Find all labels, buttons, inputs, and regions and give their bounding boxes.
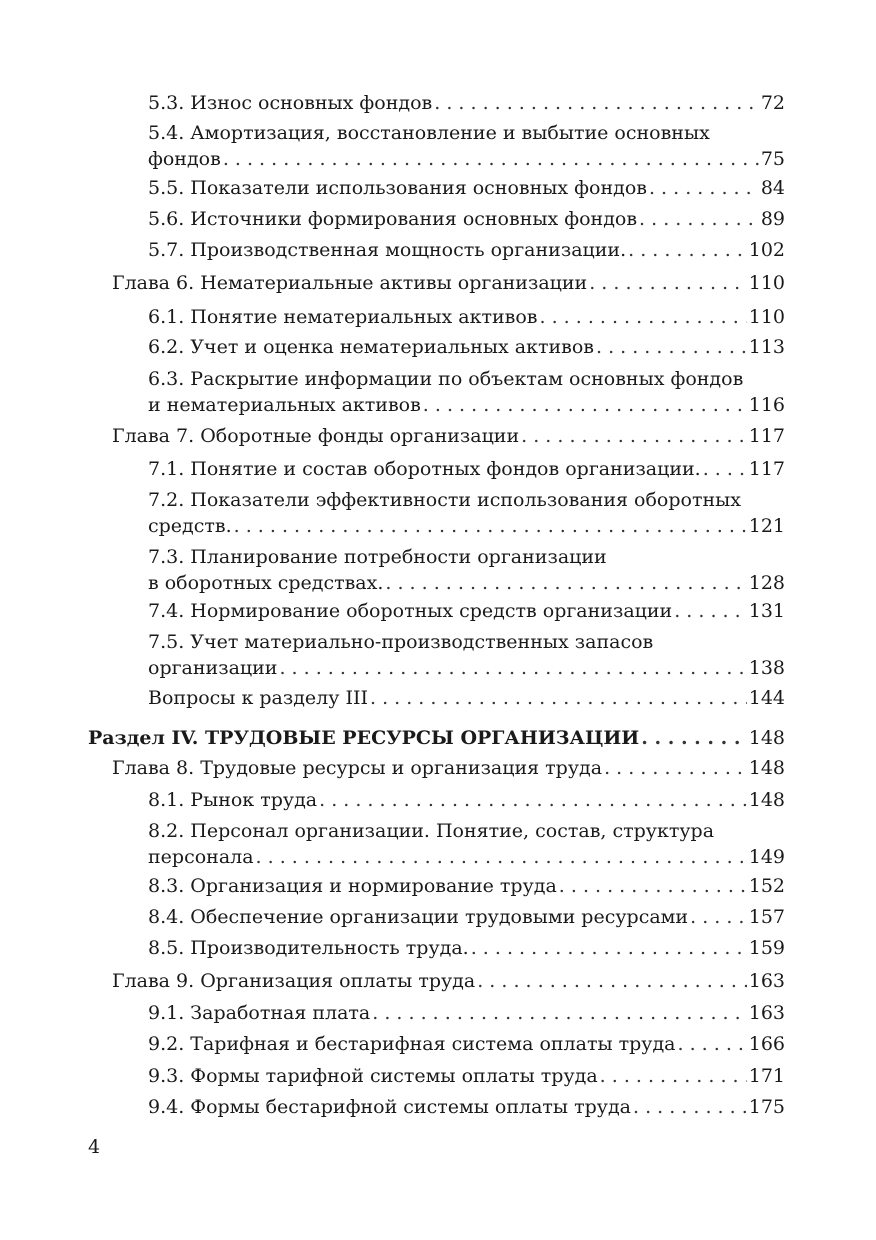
toc-entry-page: 110 <box>748 306 785 328</box>
toc-entry-title: 5.6. Источники формирования основных фондов <box>148 208 638 230</box>
toc-entry-page: 110 <box>748 272 785 294</box>
toc-entry <box>148 544 785 596</box>
toc-entry-title-line: 7.5. Учет материально-производственных запасов <box>148 631 654 653</box>
toc-entry-title: 7.1. Понятие и состав оборотных фондов организации. <box>148 458 701 480</box>
toc-entry-page: 121 <box>748 515 785 537</box>
toc-entry-page: 131 <box>748 600 785 622</box>
toc-entry-page: 157 <box>748 906 785 928</box>
toc-entry <box>148 120 785 172</box>
toc-entry-title: организации <box>148 657 278 679</box>
toc-entry-page: 166 <box>748 1033 785 1055</box>
toc-entry-title: Раздел IV. ТРУДОВЫЕ РЕСУРСЫ ОРГАНИЗАЦИИ <box>88 727 640 749</box>
toc-entry-title: 7.4. Нормирование оборотных средств организации <box>148 600 673 622</box>
toc-entry-title: 8.3. Организация и нормирование труда <box>148 875 557 897</box>
toc-entry-title-line: 5.4. Амортизация, восстановление и выбытие основных <box>148 122 710 144</box>
dot-leader <box>649 175 759 201</box>
toc-entry <box>148 818 785 870</box>
toc-entry <box>148 90 785 116</box>
toc-entry <box>148 873 785 899</box>
dot-leader <box>628 237 747 263</box>
toc-entry-page: 152 <box>748 875 785 897</box>
toc-entry-title-line: 7.3. Планирование потребности организации <box>148 546 607 568</box>
dot-leader <box>385 570 746 596</box>
dot-leader <box>604 755 747 781</box>
toc-entry-page: 113 <box>748 336 785 358</box>
toc-entry-title: Глава 7. Оборотные фонды организации <box>112 425 520 447</box>
toc-entry <box>148 598 785 624</box>
dot-leader <box>256 844 747 870</box>
toc-entry-title: средств. <box>148 515 232 537</box>
toc-entry-page: 128 <box>748 572 785 594</box>
toc-entry-page: 148 <box>748 789 785 811</box>
toc-entry-page: 159 <box>748 937 785 959</box>
dot-leader <box>370 685 747 711</box>
toc-entry-title: и нематериальных активов <box>148 394 421 416</box>
toc-entry-title: фондов <box>148 148 221 170</box>
toc-entry <box>148 487 785 539</box>
toc-entry-title: Глава 6. Нематериальные активы организации <box>112 272 588 294</box>
toc-entry-title: в оборотных средствах. <box>148 572 384 594</box>
toc-entry <box>148 456 785 482</box>
dot-leader <box>639 206 759 232</box>
toc-entry <box>148 1000 785 1026</box>
toc-entry <box>112 968 785 994</box>
dot-leader <box>703 456 747 482</box>
dot-leader <box>372 1000 746 1026</box>
toc-entry <box>148 334 785 360</box>
dot-leader <box>690 904 747 930</box>
page-number: 4 <box>88 1136 101 1158</box>
toc-entry-title: Глава 9. Организация оплаты труда <box>112 970 476 992</box>
dot-leader <box>477 968 747 994</box>
toc-entry-page: 148 <box>748 757 785 779</box>
toc-entry-title: персонала <box>148 846 254 868</box>
toc-entry <box>148 629 785 681</box>
dot-leader <box>279 655 746 681</box>
toc-entry <box>148 366 785 418</box>
toc-entry-page: 163 <box>748 970 785 992</box>
toc-entry <box>148 1031 785 1057</box>
toc-entry-title: 8.5. Производительность труда. <box>148 937 469 959</box>
toc-entry <box>112 270 785 296</box>
toc-entry-page: 138 <box>748 657 785 679</box>
toc-entry-page: 144 <box>748 687 785 709</box>
dot-leader <box>600 1063 747 1089</box>
toc-entry-page: 75 <box>760 148 785 170</box>
toc-entry <box>148 787 785 813</box>
toc-entry-title: 8.4. Обеспечение организации трудовыми ресурсами <box>148 906 689 928</box>
dot-leader <box>223 146 759 172</box>
dot-leader <box>559 873 747 899</box>
toc-entry-title-line: 7.2. Показатели эффективности использования оборотных <box>148 489 741 511</box>
dot-leader <box>423 392 747 418</box>
toc-entry-page: 148 <box>748 727 785 749</box>
toc-entry <box>88 725 785 751</box>
dot-leader <box>234 513 747 539</box>
toc-entry-title: 9.4. Формы бестарифной системы оплаты труда <box>148 1096 631 1118</box>
toc-entry-title-line: 6.3. Раскрытие информации по объектам основных фондов <box>148 368 744 390</box>
toc-entry-page: 175 <box>748 1096 785 1118</box>
dot-leader <box>589 270 747 296</box>
toc-entry-title: Глава 8. Трудовые ресурсы и организация труда <box>112 757 603 779</box>
dot-leader <box>674 598 747 624</box>
toc-entry-page: 163 <box>748 1002 785 1024</box>
toc-entry-title: 9.3. Формы тарифной системы оплаты труда <box>148 1065 598 1087</box>
toc-entry-title: 8.1. Рынок труда <box>148 789 318 811</box>
toc-entry <box>148 1063 785 1089</box>
toc-entry <box>148 206 785 232</box>
toc-entry <box>148 685 785 711</box>
toc-entry-page: 149 <box>748 846 785 868</box>
dot-leader <box>540 304 747 330</box>
toc-entry-title: 9.2. Тарифная и бестарифная система оплаты труда <box>148 1033 676 1055</box>
toc-entry-page: 72 <box>760 92 785 114</box>
dot-leader <box>319 787 747 813</box>
toc-entry-page: 84 <box>760 177 785 199</box>
dot-leader <box>471 935 747 961</box>
dot-leader <box>633 1094 747 1120</box>
dot-leader <box>434 90 759 116</box>
toc-entry <box>148 304 785 330</box>
toc-entry-page: 117 <box>748 458 785 480</box>
toc-entry <box>148 237 785 263</box>
toc-entry-title: 6.2. Учет и оценка нематериальных активов <box>148 336 594 358</box>
toc-entry-page: 116 <box>748 394 785 416</box>
toc-entry-title-line: 8.2. Персонал организации. Понятие, состав, структура <box>148 820 715 842</box>
dot-leader <box>678 1031 747 1057</box>
toc-entry-title: 5.5. Показатели использования основных фондов <box>148 177 647 199</box>
toc-entry-title: Вопросы к разделу III <box>148 687 368 709</box>
toc-entry <box>148 1094 785 1120</box>
toc-entry-page: 89 <box>760 208 785 230</box>
toc-entry-title: 5.7. Производственная мощность организации. <box>148 239 627 261</box>
toc-entry <box>148 904 785 930</box>
toc-entry-page: 117 <box>748 425 785 447</box>
toc-entry-title: 6.1. Понятие нематериальных активов <box>148 306 538 328</box>
dot-leader <box>641 725 746 751</box>
toc-entry-title: 9.1. Заработная плата <box>148 1002 371 1024</box>
toc-entry <box>112 755 785 781</box>
toc-entry-page: 102 <box>748 239 785 261</box>
dot-leader <box>521 423 747 449</box>
toc-entry <box>148 175 785 201</box>
toc-entry <box>148 935 785 961</box>
toc-entry-page: 171 <box>748 1065 785 1087</box>
dot-leader <box>596 334 747 360</box>
toc-entry-title: 5.3. Износ основных фондов <box>148 92 433 114</box>
toc-entry <box>112 423 785 449</box>
